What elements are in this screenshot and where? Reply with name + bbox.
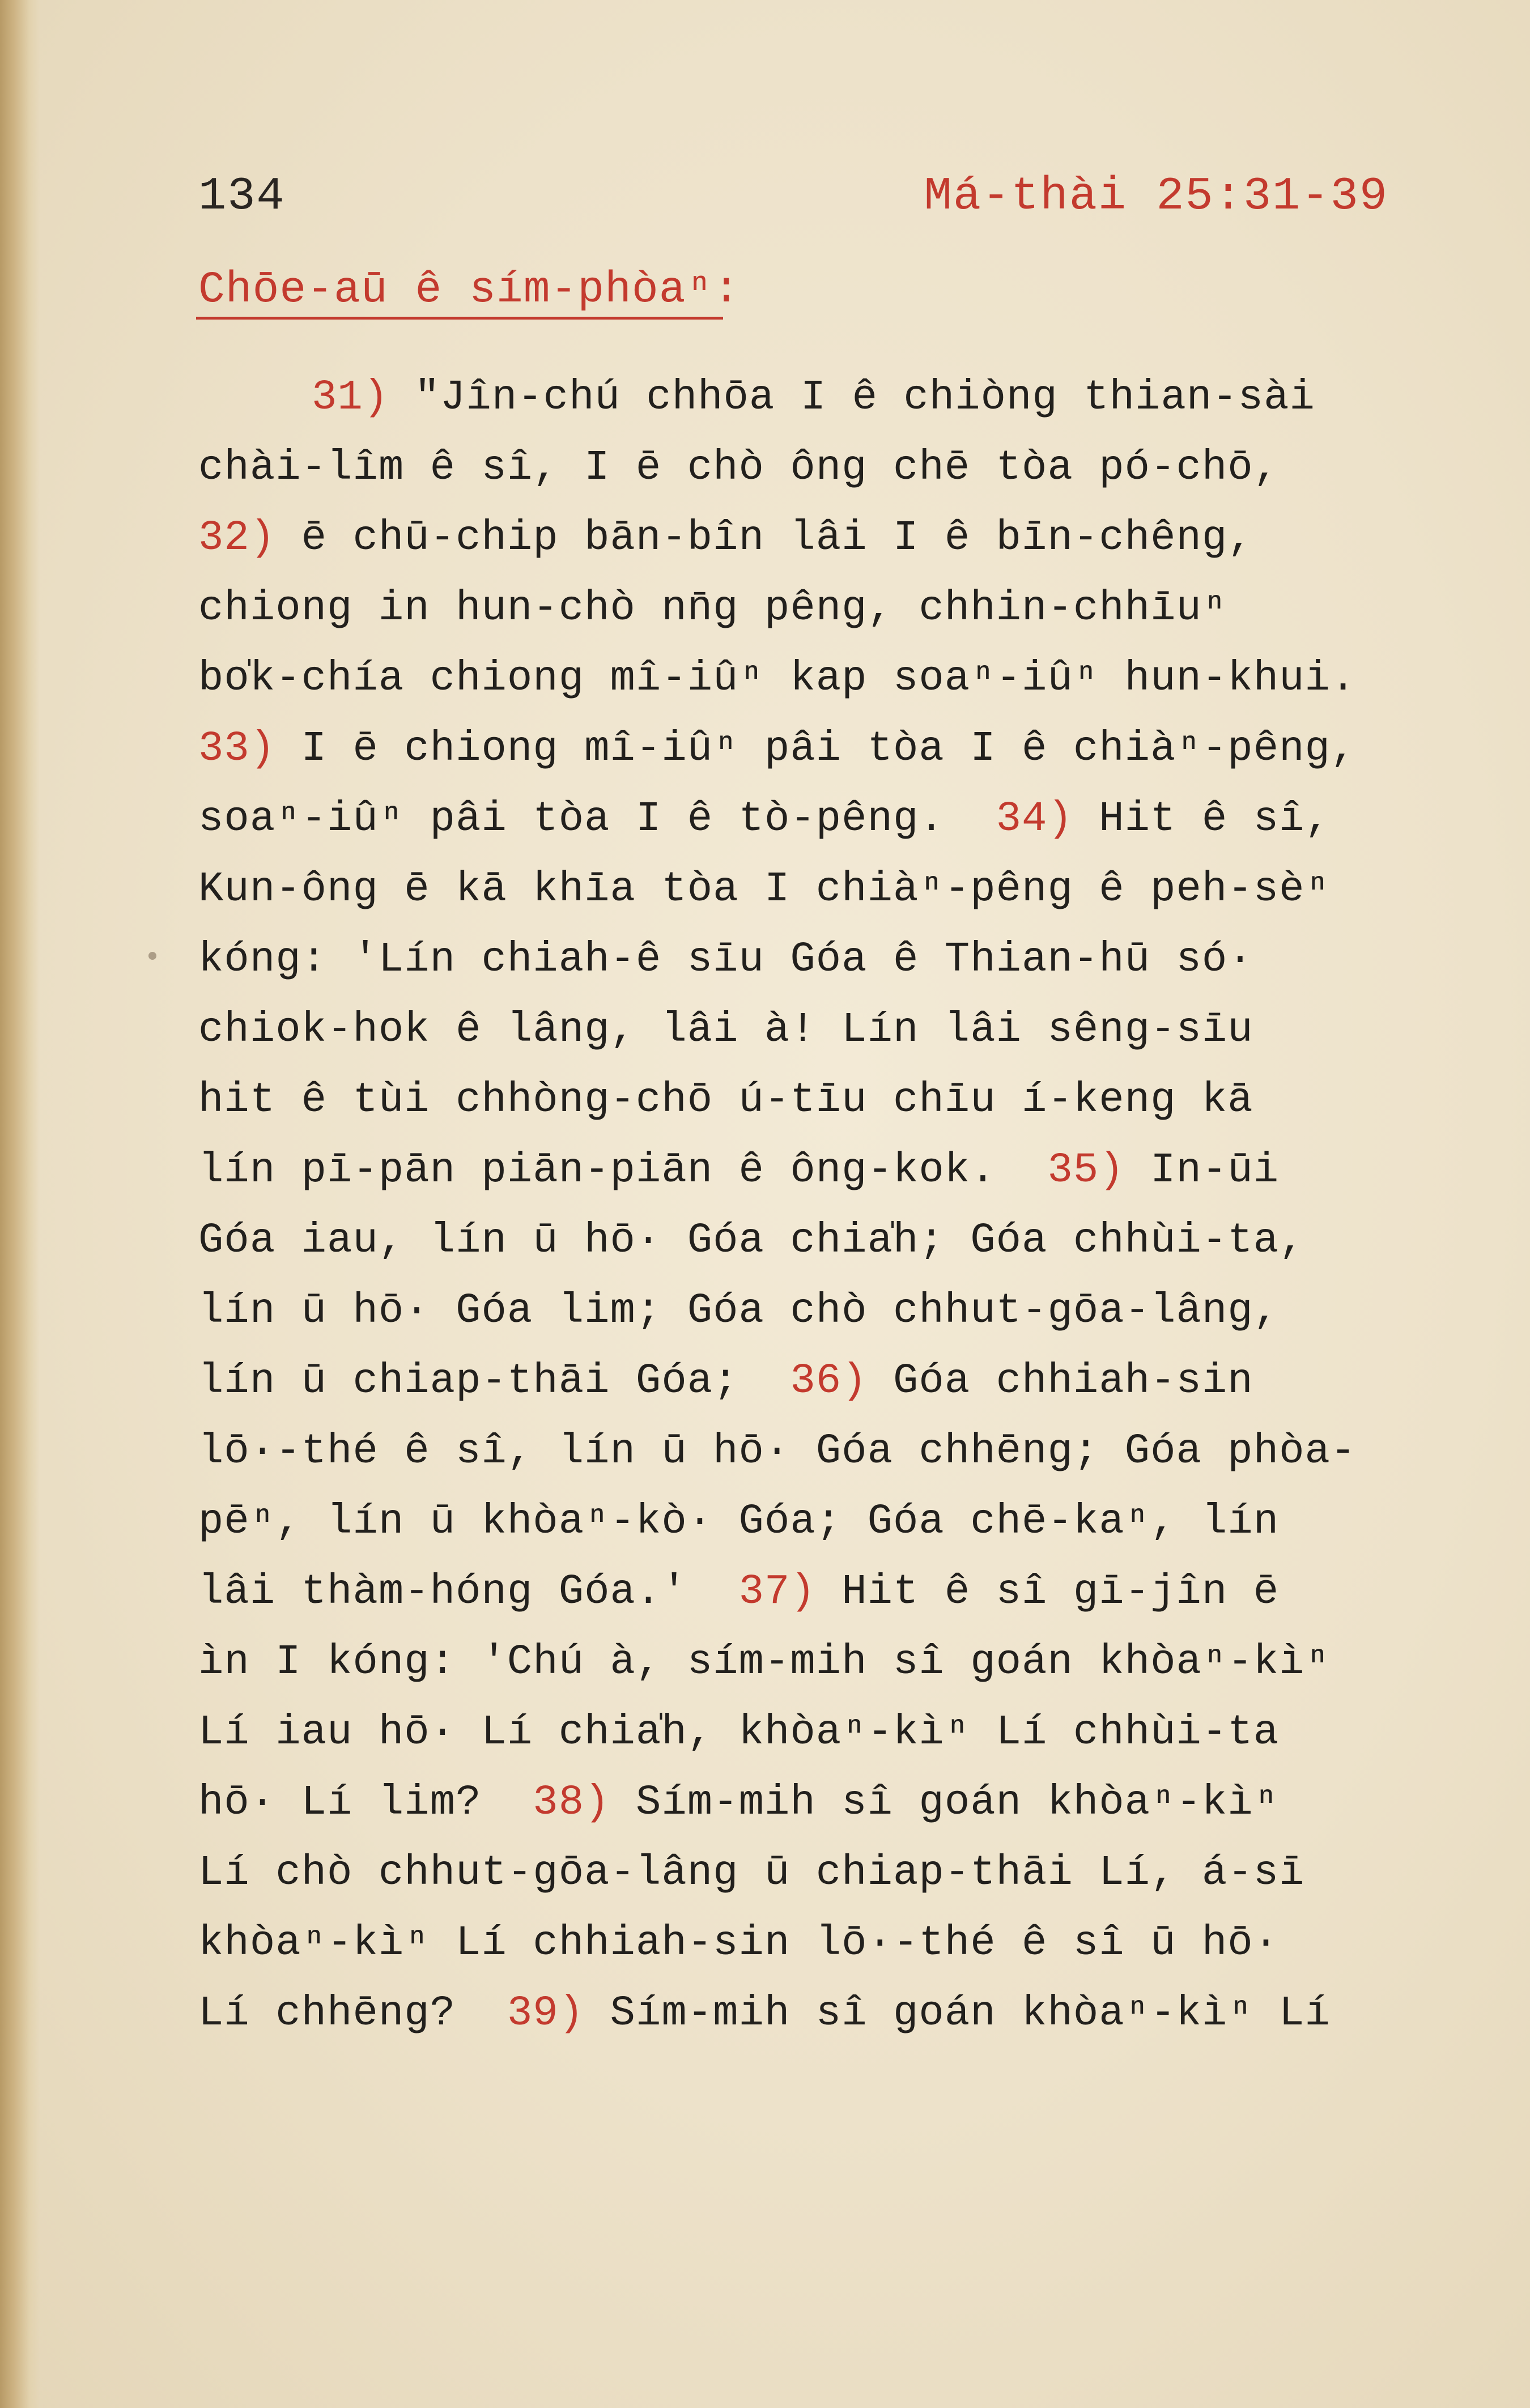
text-line — [198, 1697, 1279, 1768]
text-line — [198, 1908, 1279, 1979]
text-line — [198, 1768, 1279, 1838]
text-line — [198, 1627, 1331, 1697]
text-line — [198, 1065, 1253, 1135]
verse-text: Góa chhiah-sin — [867, 1358, 1253, 1405]
verse-number: 32) — [198, 514, 276, 562]
verse-text: "Jîn-chú chhōa I ê chiòng thian-sài — [389, 374, 1315, 422]
text-line — [198, 1416, 1356, 1487]
verse-number: 37) — [738, 1568, 816, 1616]
verse-text: ìn I kóng: 'Chú à, sím-mih sî goán khòaⁿ-kìⁿ — [198, 1639, 1331, 1686]
verse-text: Lí chò chhut-gōa-lâng ū chiap-thāi Lí, á-sī — [198, 1849, 1305, 1897]
text-line — [312, 363, 1315, 433]
verse-number: 36) — [790, 1358, 868, 1405]
verse-text: khòaⁿ-kìⁿ Lí chhiah-sin lō·-thé ê sî ū hō· — [198, 1920, 1280, 1967]
verse-text: Lí iau hō· Lí chia̍h, khòaⁿ-kìⁿ Lí chhùi-ta — [198, 1709, 1280, 1756]
verse-text: chài-lîm ê sî, I ē chò ông chē tòa pó-chō, — [198, 444, 1280, 492]
text-line — [198, 1838, 1305, 1908]
text-line — [198, 784, 1331, 854]
verse-number: 35) — [1047, 1147, 1125, 1194]
verse-text: I ē chiong mî-iûⁿ pâi tòa I ê chiàⁿ-pêng, — [275, 725, 1357, 773]
verse-text: Góa iau, lín ū hō· Góa chia̍h; Góa chhùi-ta, — [198, 1217, 1305, 1265]
verse-text: Sím-mih sî goán khòaⁿ-kìⁿ Lí — [584, 1990, 1331, 2037]
text-line — [198, 854, 1331, 925]
text-line — [198, 925, 1253, 995]
verse-text: lín pī-pān piān-piān ê ông-kok. — [198, 1147, 1048, 1194]
verse-text: Hit ê sî, — [1073, 795, 1331, 843]
verse-text: kóng: 'Lín chiah-ê sīu Góa ê Thian-hū só· — [198, 936, 1253, 984]
text-line — [198, 714, 1356, 784]
verse-text: chiong in hun-chò nn̄g pêng, chhin-chhīuⁿ — [198, 585, 1228, 632]
verse-text: lō·-thé ê sî, lín ū hō· Góa chhēng; Góa phòa- — [198, 1428, 1357, 1475]
verse-text: Lí chhēng? — [198, 1990, 507, 2037]
verse-number: 33) — [198, 725, 276, 773]
binding-edge — [0, 0, 40, 2408]
verse-text: In-ūi — [1124, 1147, 1280, 1194]
text-line — [198, 1206, 1305, 1276]
verse-text: lín ū chiap-thāi Góa; — [198, 1358, 790, 1405]
text-line — [198, 1557, 1279, 1627]
page-header — [198, 170, 1388, 232]
verse-text: lâi thàm-hóng Góa.' — [198, 1568, 739, 1616]
verse-text: pēⁿ, lín ū khòaⁿ-kò· Góa; Góa chē-kaⁿ, lín — [198, 1498, 1280, 1546]
verse-text: Sím-mih sî goán khòaⁿ-kìⁿ — [610, 1779, 1280, 1827]
page-number: 134 — [198, 170, 286, 223]
verse-text: Kun-ông ē kā khīa tòa I chiàⁿ-pêng ê peh-sèⁿ — [198, 866, 1331, 913]
text-line — [198, 644, 1356, 714]
text-line — [198, 1346, 1253, 1416]
text-line — [198, 1979, 1331, 2049]
section-title-text: Chōe-aū ê sím-phòaⁿ: — [198, 265, 741, 315]
section-title-underline — [196, 317, 723, 320]
verse-number: 38) — [533, 1779, 610, 1827]
text-line — [198, 503, 1253, 573]
verse-text: soaⁿ-iûⁿ pâi tòa I ê tò-pêng. — [198, 795, 996, 843]
text-line — [198, 1276, 1279, 1346]
verse-text: bo̍k-chía chiong mî-iûⁿ kap soaⁿ-iûⁿ hun-khui. — [198, 655, 1357, 703]
section-title — [198, 265, 740, 315]
text-line — [198, 995, 1253, 1065]
verse-number: 34) — [996, 795, 1073, 843]
text-line — [198, 1135, 1279, 1206]
verse-text: chiok-hok ê lâng, lâi à! Lín lâi sêng-sīu — [198, 1006, 1253, 1054]
text-line — [198, 573, 1227, 644]
running-head: Má-thài 25:31-39 — [924, 170, 1388, 223]
verse-text: lín ū hō· Góa lim; Góa chò chhut-gōa-lâng, — [198, 1287, 1280, 1335]
verse-number: 39) — [507, 1990, 585, 2037]
body-text — [198, 363, 1490, 2119]
verse-number: 31) — [312, 374, 389, 422]
text-line — [198, 433, 1279, 503]
verse-text: ē chū-chip bān-bîn lâi I ê bīn-chêng, — [275, 514, 1253, 562]
verse-text: Hit ê sî gī-jîn ē — [815, 1568, 1280, 1616]
text-line — [198, 1487, 1279, 1557]
verse-text: hit ê tùi chhòng-chō ú-tīu chīu í-keng kā — [198, 1077, 1253, 1124]
verse-text: hō· Lí lim? — [198, 1779, 533, 1827]
paper-speck — [148, 952, 156, 960]
